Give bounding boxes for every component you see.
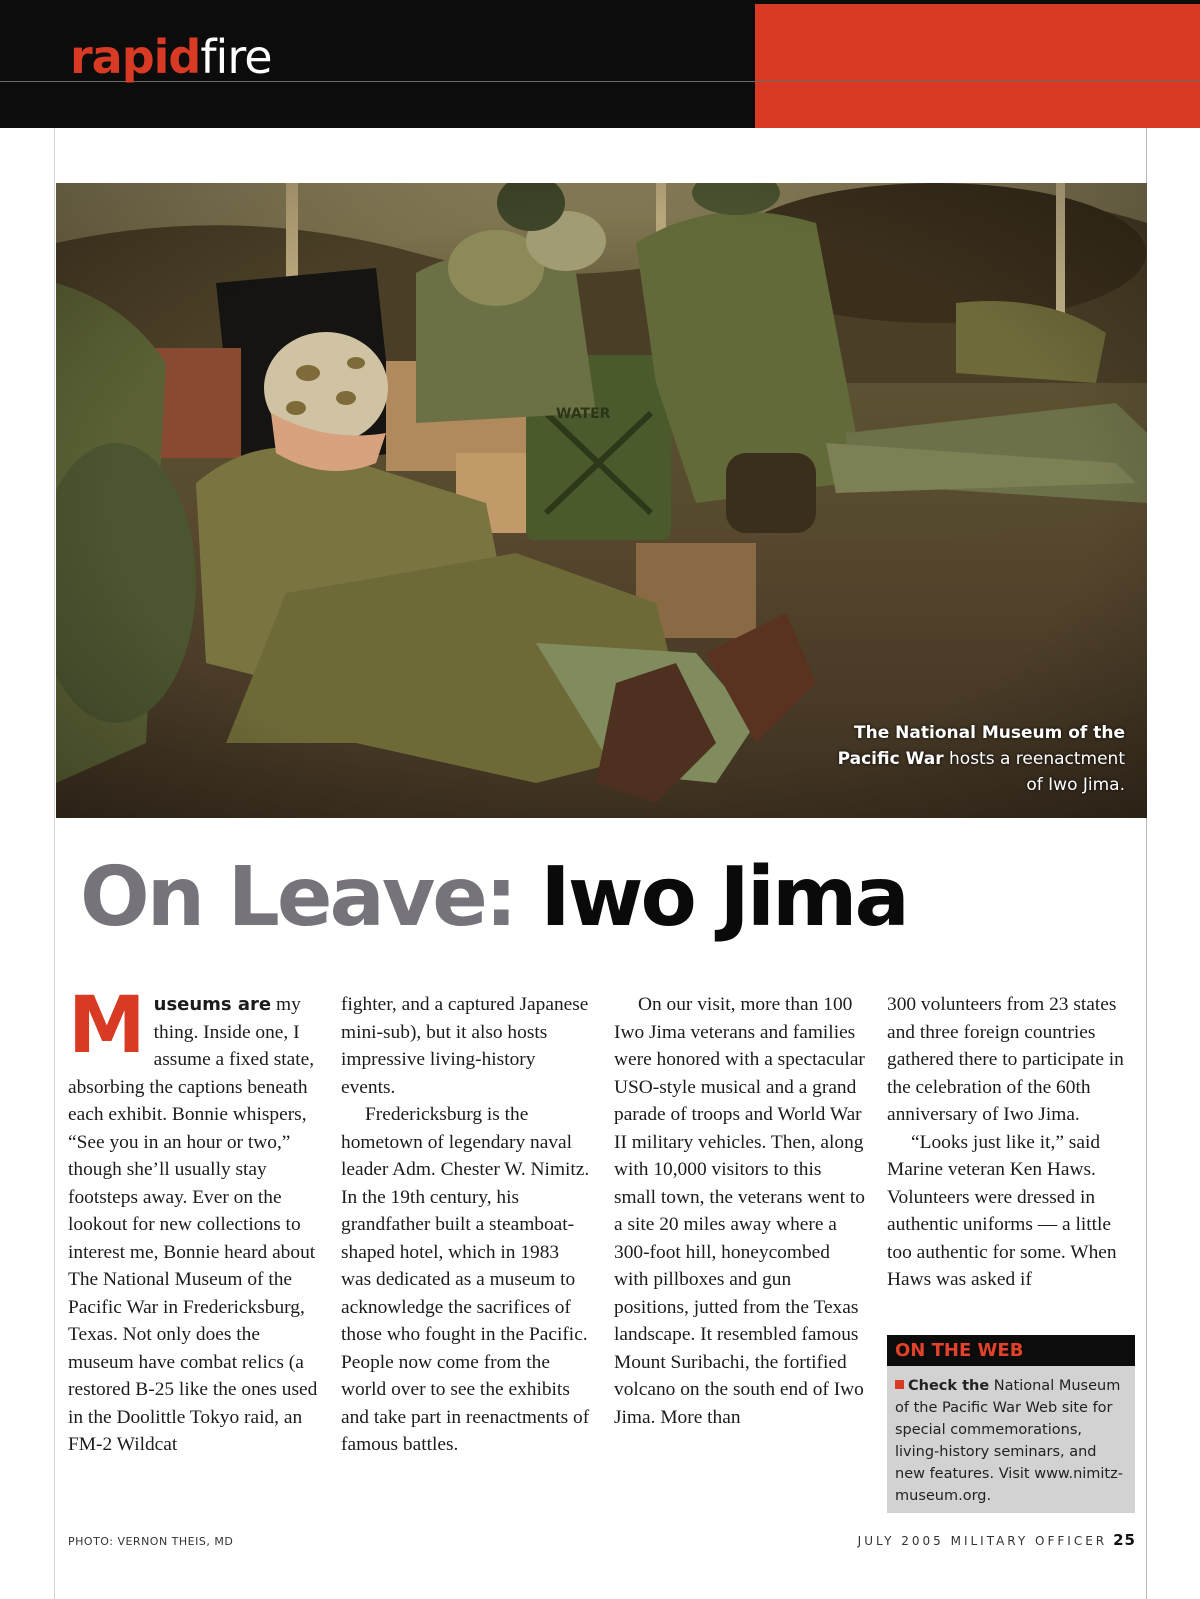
headline-main: Iwo Jima — [540, 850, 907, 945]
issue-line: JULY 2005 MILITARY OFFICER — [857, 1534, 1108, 1548]
on-the-web-title: ON THE WEB — [887, 1335, 1135, 1366]
on-the-web-text — [887, 1366, 1135, 1507]
water-can-label: WATER — [556, 406, 611, 422]
article-column-2 — [341, 991, 593, 1459]
on-the-web-sidebar — [887, 1335, 1135, 1513]
section-title-white: fire — [200, 30, 272, 84]
column-4-paragraph-2: “Looks just like it,” said Marine veteran Ken Haws. Volunteers were dressed in authentic uniforms — a little too authentic for some. When Haws was asked if — [887, 1131, 1117, 1290]
column-2-paragraph-1: fighter, and a captured Japanese mini-sub), but it also hosts impressive living-history events. — [341, 994, 589, 1098]
page-number: 25 — [1113, 1531, 1136, 1549]
article-column-3 — [614, 991, 866, 1431]
photo-caption — [825, 720, 1125, 798]
drop-cap: M — [68, 981, 146, 1071]
column-3-paragraph-1: On our visit, more than 100 Iwo Jima veterans and families were honored with a spectacular USO-style musical and a grand parade of troops and World War II military vehicles. Then, along with 10,000 visitors to this small town, the veterans went to a site 20 miles away where a 300-foot hill, honeycombed with pillboxes and gun positions, jutted from the Texas landscape. It resembled famous Mount Suribachi, the fortified volcano on the south end of Iwo Jima. More than — [614, 994, 865, 1428]
page-rule-left — [54, 128, 55, 1599]
section-header-accent — [755, 4, 1200, 128]
photo-caption-rest: hosts a reenactment of Iwo Jima. — [943, 749, 1125, 795]
headline-prefix: On Leave: — [80, 850, 541, 945]
bullet-square-icon — [895, 1380, 904, 1389]
column-1-text: my thing. Inside one, I assume a fixed state, absorbing the captions beneath each exhibit. Bonnie whispers, “See you in an hour or two,” though she’ll usually stay footsteps away. Ever on the lookout for new collections to interest me, Bonnie heard about The National Museum of the Pacific War in Fredericksburg, Texas. Not only does the museum have combat relics (a restored B-25 like the ones used in the Doolittle Tokyo raid, an FM-2 Wildcat — [68, 994, 318, 1455]
article-column-4 — [887, 991, 1137, 1294]
article-column-1 — [68, 981, 320, 1459]
reenactment-photo — [56, 183, 1147, 818]
section-title-red: rapid — [70, 30, 201, 84]
page-folio — [858, 1531, 1136, 1549]
article-headline — [80, 848, 907, 948]
on-the-web-bold: Check the — [908, 1378, 990, 1394]
column-4-paragraph-1: 300 volunteers from 23 states and three foreign countries gathered there to participate in the celebration of the 60th anniversary of Iwo Jima. — [887, 994, 1124, 1125]
lead-in: useums are — [153, 994, 272, 1015]
on-the-web-body: National Museum of the Pacific War Web site for special commemorations, living-history seminars, and new features. Visit www.nimitz-museum.org. — [895, 1378, 1123, 1504]
section-title — [70, 28, 272, 86]
photo-credit: PHOTO: VERNON THEIS, MD — [68, 1535, 234, 1548]
photo-caption-bold: The National Museum of the Pacific War — [837, 723, 1125, 769]
column-2-paragraph-2: Fredericksburg is the hometown of legendary naval leader Adm. Chester W. Nimitz. In the 19th century, his grandfather built a steamboat-shaped hotel, which in 1983 was dedicated as a museum to acknowledge the sacrifices of those who fought in the Pacific. People now come from the world over to see the exhibits and take part in reenactments of famous battles. — [341, 1104, 590, 1455]
